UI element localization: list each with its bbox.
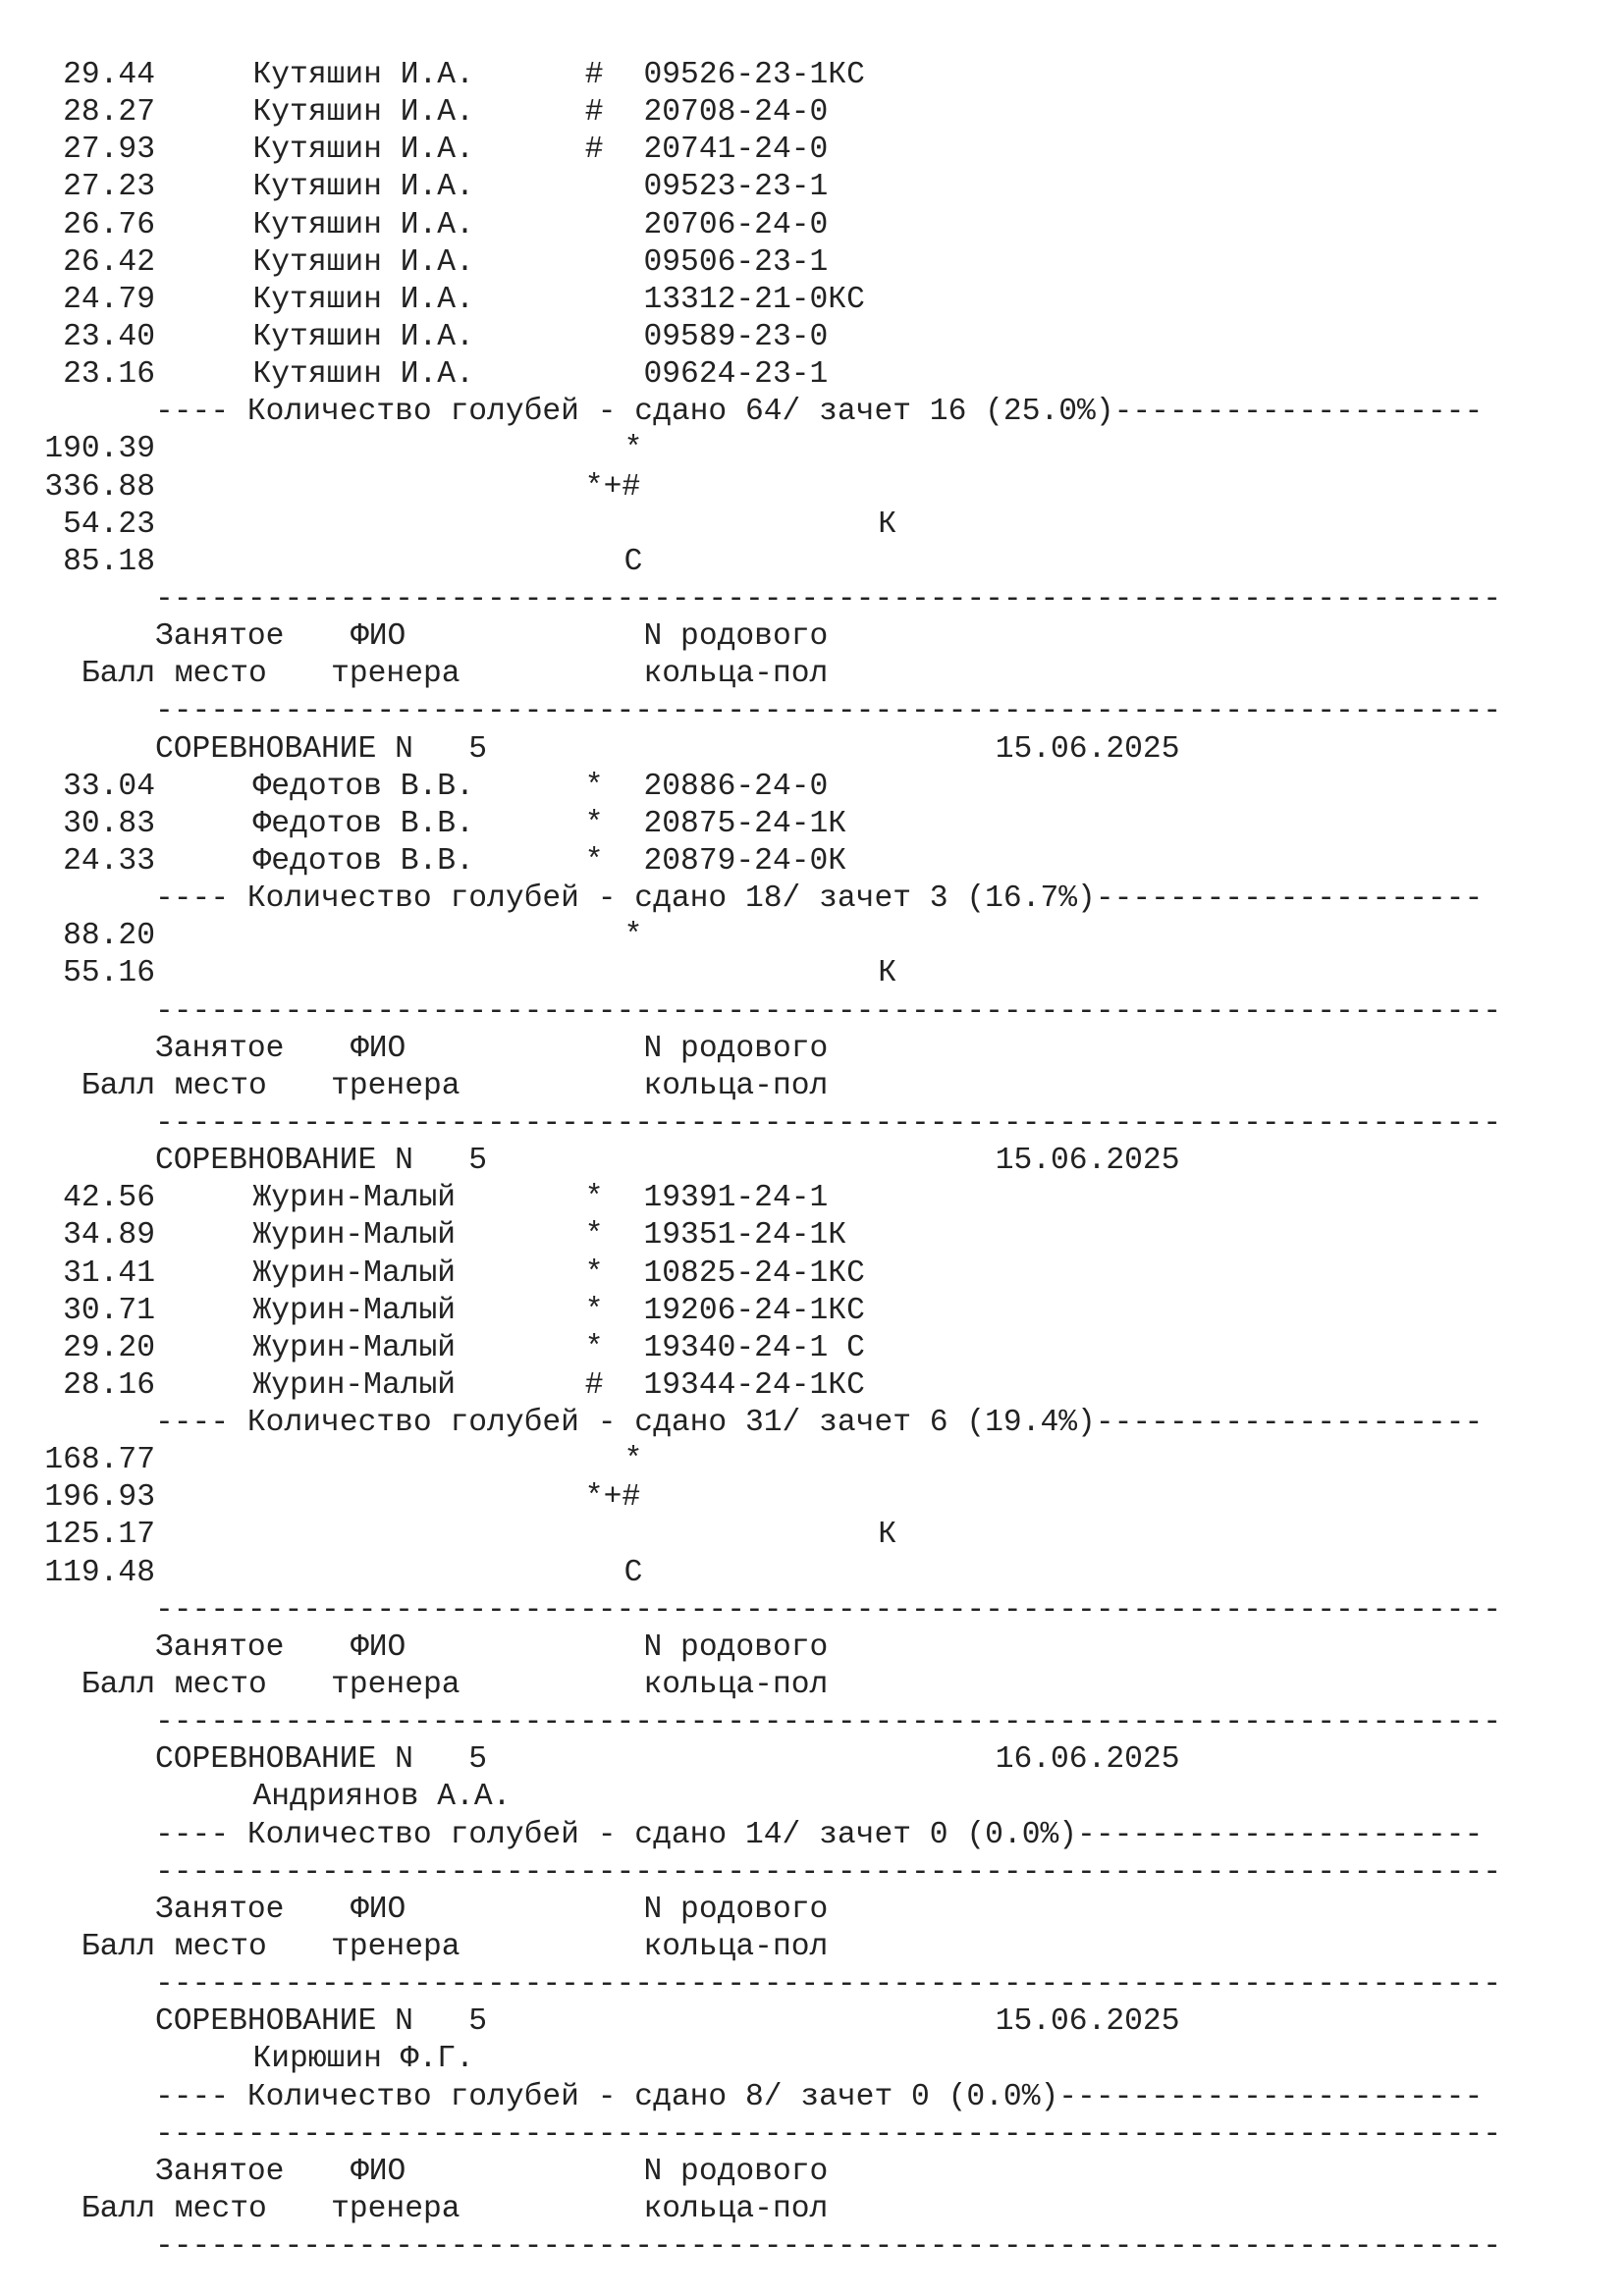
score: 23.16: [63, 357, 155, 393]
mark: *: [584, 769, 604, 804]
mark: *: [584, 1255, 604, 1291]
total-value: 190.39: [44, 432, 155, 467]
score: 34.89: [63, 1218, 155, 1254]
col-score-heading: Балл: [81, 1668, 155, 1703]
score: 27.93: [63, 133, 155, 168]
col-place-heading: Занятое: [155, 2154, 285, 2189]
total-symbol: *+#: [584, 469, 641, 505]
col-name-heading: ФИО: [351, 619, 406, 655]
trainer-name: Кутяшин И.А.: [252, 170, 474, 205]
total-value: 336.88: [44, 469, 155, 505]
divider: -------------------------------------------------------------------------: [155, 1967, 1502, 2002]
trainer-name: Кутяшин И.А.: [252, 95, 474, 131]
col-score-heading: Балл: [81, 1068, 155, 1103]
col-place-heading: Занятое: [155, 1031, 285, 1066]
score: 28.27: [63, 95, 155, 131]
total-symbol: К: [878, 1518, 897, 1553]
divider: -------------------------------------------------------------------------: [155, 1854, 1502, 1890]
score: 42.56: [63, 1181, 155, 1216]
col-ring-heading-2: кольца-пол: [643, 1068, 829, 1103]
col-place-heading-2: место: [174, 1930, 267, 1965]
ring-number: 09523-23-1: [643, 170, 829, 205]
trainer-name: Журин-Малый: [252, 1330, 457, 1365]
ring-number: 20741-24-0: [643, 133, 829, 168]
col-name-heading: ФИО: [351, 1031, 406, 1066]
mark: #: [584, 58, 604, 92]
col-ring-heading: N родового: [643, 619, 829, 655]
col-ring-heading: N родового: [643, 1629, 829, 1665]
mark: *: [584, 1181, 604, 1216]
trainer-name: Кутяшин И.А.: [252, 244, 474, 280]
col-ring-heading-2: кольца-пол: [643, 2192, 829, 2227]
col-ring-heading-2: кольца-пол: [643, 1930, 829, 1965]
col-place-heading: Занятое: [155, 1629, 285, 1665]
divider: -------------------------------------------------------------------------: [155, 1705, 1502, 1740]
col-ring-heading: N родового: [643, 1892, 829, 1927]
ring-number: 19340-24-1 С: [643, 1330, 865, 1365]
competition-date: 15.06.2025: [995, 1144, 1180, 1179]
col-score-heading: Балл: [81, 657, 155, 692]
competition-title: СОРЕВНОВАНИЕ N 5: [155, 731, 488, 767]
total-symbol: К: [878, 507, 897, 542]
ring-number: 19351-24-1К: [643, 1218, 847, 1254]
trainer-name: Журин-Малый: [252, 1255, 457, 1291]
score: 33.04: [63, 769, 155, 804]
competition-date: 15.06.2025: [995, 731, 1180, 767]
summary: ---- Количество голубей - сдано 14/ зачет 0 (0.0%)----------------------: [155, 1817, 1484, 1852]
total-value: 125.17: [44, 1518, 155, 1553]
score: 24.79: [63, 282, 155, 317]
col-ring-heading-2: кольца-пол: [643, 657, 829, 692]
mark: #: [584, 1367, 604, 1403]
col-name-heading: ФИО: [351, 1629, 406, 1665]
summary: ---- Количество голубей - сдано 18/ зачет 3 (16.7%)---------------------: [155, 881, 1484, 917]
total-symbol: *: [623, 432, 643, 467]
divider: -------------------------------------------------------------------------: [155, 993, 1502, 1029]
mark: *: [584, 806, 604, 841]
ring-number: 09624-23-1: [643, 357, 829, 393]
col-place-heading-2: место: [174, 657, 267, 692]
ring-number: 20875-24-1К: [643, 806, 847, 841]
total-value: 168.77: [44, 1443, 155, 1478]
total-symbol: *: [623, 919, 643, 954]
ring-number: 10825-24-1КС: [643, 1255, 865, 1291]
competition-date: 15.06.2025: [995, 2004, 1180, 2040]
col-place-heading-2: место: [174, 2192, 267, 2227]
total-symbol: К: [878, 956, 897, 991]
total-value: 88.20: [63, 919, 155, 954]
col-name-heading-2: тренера: [331, 1068, 460, 1103]
ring-number: 19391-24-1: [643, 1181, 829, 1216]
col-name-heading-2: тренера: [331, 657, 460, 692]
trainer-name: Журин-Малый: [252, 1367, 457, 1403]
score: 29.20: [63, 1330, 155, 1365]
total-value: 54.23: [63, 507, 155, 542]
total-value: 196.93: [44, 1480, 155, 1516]
col-place-heading: Занятое: [155, 619, 285, 655]
divider: -------------------------------------------------------------------------: [155, 694, 1502, 729]
mark: *: [584, 1218, 604, 1254]
score: 29.44: [63, 58, 155, 92]
ring-number: 09526-23-1КС: [643, 58, 865, 92]
summary: ---- Количество голубей - сдано 31/ зачет 6 (19.4%)---------------------: [155, 1406, 1484, 1441]
col-score-heading: Балл: [81, 1930, 155, 1965]
score: 30.83: [63, 806, 155, 841]
mark: #: [584, 133, 604, 168]
ring-number: 19344-24-1КС: [643, 1367, 865, 1403]
ring-number: 19206-24-1КС: [643, 1293, 865, 1328]
competition-title: СОРЕВНОВАНИЕ N 5: [155, 1144, 488, 1179]
owner-name: Кирюшин Ф.Г.: [252, 2042, 474, 2077]
owner-name: Андриянов А.А.: [252, 1780, 512, 1815]
competition-date: 16.06.2025: [995, 1742, 1180, 1778]
col-name-heading-2: тренера: [331, 1668, 460, 1703]
competition-title: СОРЕВНОВАНИЕ N 5: [155, 1742, 488, 1778]
ring-number: 09589-23-0: [643, 319, 829, 354]
col-place-heading-2: место: [174, 1068, 267, 1103]
ring-number: 20886-24-0: [643, 769, 829, 804]
mark: *: [584, 843, 604, 879]
score: 28.16: [63, 1367, 155, 1403]
score: 27.23: [63, 170, 155, 205]
trainer-name: Федотов В.В.: [252, 769, 474, 804]
score: 24.33: [63, 843, 155, 879]
mark: *: [584, 1330, 604, 1365]
col-place-heading: Занятое: [155, 1892, 285, 1927]
mark: #: [584, 95, 604, 131]
trainer-name: Кутяшин И.А.: [252, 207, 474, 242]
col-name-heading: ФИО: [351, 2154, 406, 2189]
competition-title: СОРЕВНОВАНИЕ N 5: [155, 2004, 488, 2040]
ring-number: 20706-24-0: [643, 207, 829, 242]
total-symbol: С: [623, 1555, 643, 1590]
mark: *: [584, 1293, 604, 1328]
total-value: 85.18: [63, 544, 155, 579]
trainer-name: Федотов В.В.: [252, 806, 474, 841]
score: 23.40: [63, 319, 155, 354]
score: 30.71: [63, 1293, 155, 1328]
col-name-heading-2: тренера: [331, 1930, 460, 1965]
ring-number: 20879-24-0К: [643, 843, 847, 879]
col-place-heading-2: место: [174, 1668, 267, 1703]
divider: -------------------------------------------------------------------------: [155, 1592, 1502, 1628]
total-value: 119.48: [44, 1555, 155, 1590]
trainer-name: Журин-Малый: [252, 1293, 457, 1328]
col-name-heading-2: тренера: [331, 2192, 460, 2227]
ring-number: 09506-23-1: [643, 244, 829, 280]
trainer-name: Кутяшин И.А.: [252, 357, 474, 393]
ring-number: 20708-24-0: [643, 95, 829, 131]
trainer-name: Кутяшин И.А.: [252, 133, 474, 168]
summary: ---- Количество голубей - сдано 64/ зачет 16 (25.0%)--------------------: [155, 395, 1484, 430]
col-name-heading: ФИО: [351, 1892, 406, 1927]
col-score-heading: Балл: [81, 2192, 155, 2227]
summary: ---- Количество голубей - сдано 8/ зачет 0 (0.0%)-----------------------: [155, 2079, 1484, 2114]
trainer-name: Кутяшин И.А.: [252, 58, 474, 92]
score: 26.76: [63, 207, 155, 242]
divider: -------------------------------------------------------------------------: [155, 1105, 1502, 1141]
total-value: 55.16: [63, 956, 155, 991]
score: 26.42: [63, 244, 155, 280]
divider: -------------------------------------------------------------------------: [155, 581, 1502, 616]
col-ring-heading: N родового: [643, 2154, 829, 2189]
trainer-name: Кутяшин И.А.: [252, 319, 474, 354]
total-symbol: С: [623, 544, 643, 579]
col-ring-heading-2: кольца-пол: [643, 1668, 829, 1703]
score: 31.41: [63, 1255, 155, 1291]
trainer-name: Журин-Малый: [252, 1181, 457, 1216]
divider: -------------------------------------------------------------------------: [155, 2229, 1502, 2265]
trainer-name: Кутяшин И.А.: [252, 282, 474, 317]
total-symbol: *: [623, 1443, 643, 1478]
trainer-name: Журин-Малый: [252, 1218, 457, 1254]
ring-number: 13312-21-0КС: [643, 282, 865, 317]
col-ring-heading: N родового: [643, 1031, 829, 1066]
divider: -------------------------------------------------------------------------: [155, 2116, 1502, 2152]
total-symbol: *+#: [584, 1480, 641, 1516]
trainer-name: Федотов В.В.: [252, 843, 474, 879]
